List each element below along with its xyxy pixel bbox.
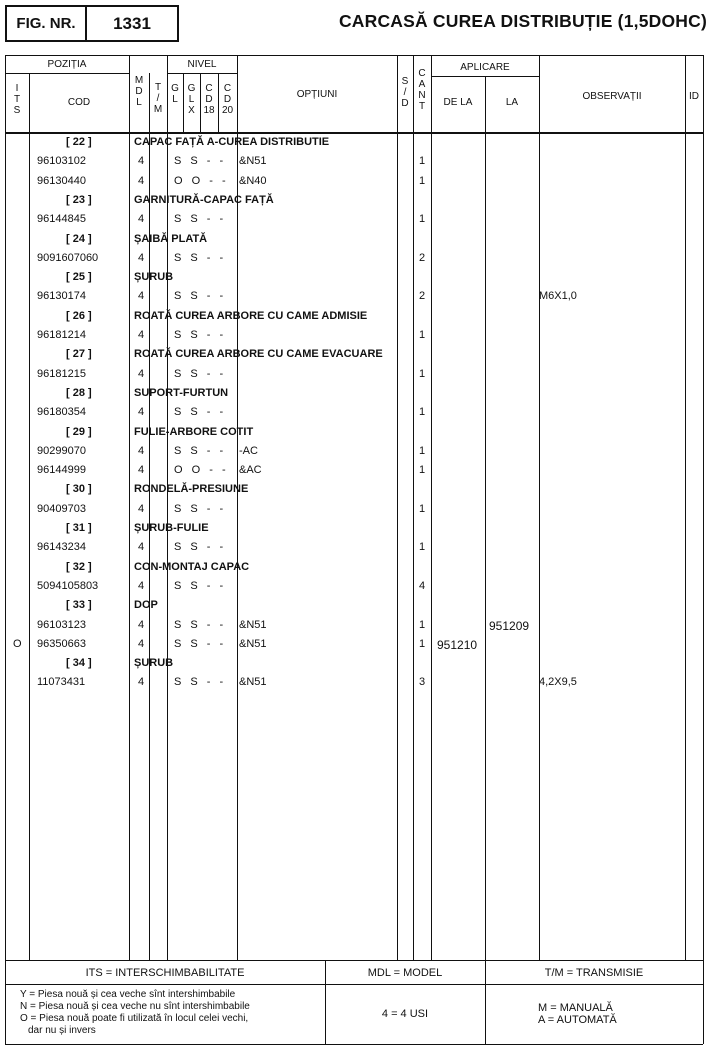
quantity-cell: 1 bbox=[419, 541, 426, 554]
part-group-name: CON-MONTAJ CAPAC bbox=[134, 560, 250, 573]
footer-tm-title: T/M = TRANSMISIE bbox=[544, 967, 644, 979]
figure-number: 1331 bbox=[113, 13, 151, 33]
part-group-name: RONDELĂ-PRESIUNE bbox=[134, 483, 249, 496]
header-nivel: NIVEL bbox=[187, 59, 217, 70]
part-code: 96144999 bbox=[37, 464, 86, 477]
options-cell: &N51 bbox=[239, 155, 267, 168]
options-cell: &N51 bbox=[239, 676, 267, 689]
part-row bbox=[0, 326, 707, 345]
group-header-row bbox=[0, 480, 707, 499]
table-top-border bbox=[5, 55, 703, 56]
part-code: 9091607060 bbox=[37, 251, 99, 264]
group-header-row bbox=[0, 230, 707, 249]
quantity-cell: 3 bbox=[419, 676, 426, 689]
part-code: 96350663 bbox=[37, 637, 86, 650]
nivel-cell: S S - - bbox=[174, 637, 227, 650]
group-header-row bbox=[0, 307, 707, 326]
part-group-name: CAPAC FAȚĂ A-CUREA DISTRIBUTIE bbox=[134, 136, 330, 148]
part-code: 96130174 bbox=[37, 290, 86, 303]
footer-mdl-title: MDL = MODEL bbox=[367, 967, 443, 979]
from-date-cell: 951210 bbox=[437, 637, 478, 652]
part-code: 90299070 bbox=[37, 444, 86, 457]
header-mdl: M D L bbox=[134, 75, 144, 108]
part-code: 90409703 bbox=[37, 502, 86, 515]
mdl-cell: 4 bbox=[138, 618, 145, 631]
position-number: [ 29 ] bbox=[66, 425, 92, 438]
nivel-cell: S S - - bbox=[174, 290, 227, 303]
mdl-cell: 4 bbox=[138, 251, 145, 264]
quantity-cell: 1 bbox=[419, 406, 426, 419]
mdl-cell: 4 bbox=[138, 444, 145, 457]
group-header-row bbox=[0, 384, 707, 403]
part-row bbox=[0, 365, 707, 384]
part-row bbox=[0, 210, 707, 229]
quantity-cell: 1 bbox=[419, 367, 426, 380]
quantity-cell: 1 bbox=[419, 637, 426, 650]
footer-mdl-value: 4 = 4 USI bbox=[381, 1008, 429, 1020]
group-header-row bbox=[0, 423, 707, 442]
part-code: 96103102 bbox=[37, 155, 86, 168]
part-group-name: ȘURUB bbox=[134, 657, 174, 670]
quantity-cell: 1 bbox=[419, 618, 426, 631]
quantity-cell: 1 bbox=[419, 213, 426, 226]
header-cant: C A N T bbox=[418, 68, 426, 112]
part-row bbox=[0, 249, 707, 268]
header-dela: DE LA bbox=[443, 97, 473, 108]
part-group-name: SUPORT-FURTUN bbox=[134, 386, 229, 399]
part-group-name: ȘAIBĂ PLATĂ bbox=[134, 232, 208, 245]
mdl-cell: 4 bbox=[138, 406, 145, 419]
part-group-name: ȘURUB bbox=[134, 271, 174, 284]
nivel-cell: S S - - bbox=[174, 329, 227, 341]
options-cell: &AC bbox=[239, 464, 262, 477]
footer-title-divider bbox=[5, 984, 703, 985]
part-code: 96103123 bbox=[37, 618, 86, 631]
options-cell: &N51 bbox=[239, 637, 267, 650]
figure-label: FIG. NR. bbox=[7, 7, 87, 40]
part-code: 96181214 bbox=[37, 329, 86, 341]
nivel-cell: O O - - bbox=[174, 464, 229, 477]
group-header-row bbox=[0, 268, 707, 287]
part-row bbox=[0, 635, 707, 654]
part-code: 96180354 bbox=[37, 406, 86, 419]
options-cell: -AC bbox=[239, 444, 258, 457]
quantity-cell: 4 bbox=[419, 579, 426, 592]
options-cell: &N40 bbox=[239, 174, 267, 187]
footer-top-border bbox=[5, 960, 703, 961]
footer-its-legend: Y = Piesa nouă și cea veche sînt intershimbabile N = Piesa nouă și cea veche nu sînt intershimbabile O = Piesa nouă poate fi utilizată în locul celei vechi, dar nu și invers bbox=[20, 989, 250, 1036]
part-row bbox=[0, 172, 707, 191]
mdl-cell: 4 bbox=[138, 464, 145, 477]
header-gl: G L bbox=[171, 83, 179, 105]
mdl-cell: 4 bbox=[138, 329, 145, 341]
nivel-cell: S S - - bbox=[174, 579, 227, 592]
part-code: 11073431 bbox=[37, 676, 86, 689]
part-row bbox=[0, 442, 707, 461]
part-row bbox=[0, 403, 707, 422]
position-number: [ 26 ] bbox=[66, 309, 92, 322]
mdl-cell: 4 bbox=[138, 174, 145, 187]
footer-tm-legend: M = MANUALĂ A = AUTOMATĂ bbox=[538, 1002, 617, 1026]
quantity-cell: 1 bbox=[419, 464, 426, 477]
pozitia-divider bbox=[5, 73, 129, 74]
part-group-name: ROATĂ CUREA ARBORE CU CAME EVACUARE bbox=[134, 348, 383, 361]
quantity-cell: 1 bbox=[419, 444, 426, 457]
header-id: ID bbox=[689, 91, 699, 102]
header-optiuni: OPȚIUNI bbox=[296, 89, 338, 100]
nivel-cell: S S - - bbox=[174, 406, 227, 419]
part-row bbox=[0, 287, 707, 306]
group-header-row bbox=[0, 558, 707, 577]
position-number: [ 30 ] bbox=[66, 483, 92, 496]
part-row bbox=[0, 152, 707, 171]
nivel-cell: S S - - bbox=[174, 444, 227, 457]
nivel-cell: S S - - bbox=[174, 155, 227, 168]
part-row bbox=[0, 461, 707, 480]
header-cd20: C D 20 bbox=[221, 83, 234, 116]
position-number: [ 28 ] bbox=[66, 386, 92, 399]
mdl-cell: 4 bbox=[138, 637, 145, 650]
options-cell: &N51 bbox=[239, 618, 267, 631]
mdl-cell: 4 bbox=[138, 367, 145, 380]
nivel-cell: S S - - bbox=[174, 251, 227, 264]
position-number: [ 27 ] bbox=[66, 348, 92, 361]
mdl-cell: 4 bbox=[138, 541, 145, 554]
quantity-cell: 2 bbox=[419, 290, 426, 303]
header-cd18: C D 18 bbox=[203, 83, 215, 116]
mdl-cell: 4 bbox=[138, 676, 145, 689]
part-group-name: FULIE-ARBORE COTIT bbox=[134, 425, 254, 438]
its-cell: O bbox=[13, 637, 22, 650]
nivel-cell: S S - - bbox=[174, 676, 227, 689]
mdl-cell: 4 bbox=[138, 155, 145, 168]
part-row bbox=[0, 673, 707, 692]
footer-its-title: ITS = INTERSCHIMBABILITATE bbox=[85, 967, 245, 979]
position-number: [ 31 ] bbox=[66, 522, 92, 534]
header-tm: T / M bbox=[153, 82, 163, 115]
header-aplicare: APLICARE bbox=[460, 62, 510, 73]
part-code: 96143234 bbox=[37, 541, 86, 554]
nivel-cell: S S - - bbox=[174, 541, 227, 554]
observations-cell: 4,2X9,5 bbox=[539, 676, 577, 689]
group-header-row bbox=[0, 191, 707, 210]
nivel-cell: S S - - bbox=[174, 502, 227, 515]
position-number: [ 23 ] bbox=[66, 193, 92, 206]
quantity-cell: 1 bbox=[419, 329, 426, 341]
mdl-cell: 4 bbox=[138, 502, 145, 515]
mdl-cell: 4 bbox=[138, 290, 145, 303]
part-group-name: ROATĂ CUREA ARBORE CU CAME ADMISIE bbox=[134, 309, 368, 322]
part-group-name: DOP bbox=[134, 599, 158, 612]
part-code: 5094105803 bbox=[37, 579, 99, 592]
mdl-cell: 4 bbox=[138, 579, 145, 592]
header-pozitia: POZIȚIA bbox=[47, 59, 87, 70]
part-row bbox=[0, 500, 707, 519]
nivel-cell: S S - - bbox=[174, 213, 227, 226]
group-header-row bbox=[0, 596, 707, 615]
group-header-row bbox=[0, 519, 707, 538]
mdl-cell: 4 bbox=[138, 213, 145, 226]
nivel-cell: O O - - bbox=[174, 174, 229, 187]
part-row bbox=[0, 577, 707, 596]
group-header-row bbox=[0, 654, 707, 673]
part-code: 96181215 bbox=[37, 367, 86, 380]
position-number: [ 24 ] bbox=[66, 232, 92, 245]
header-glx: G L X bbox=[187, 83, 196, 116]
nivel-cell: S S - - bbox=[174, 618, 227, 631]
quantity-cell: 1 bbox=[419, 155, 426, 168]
table-bottom-border bbox=[5, 1044, 703, 1045]
quantity-cell: 2 bbox=[419, 251, 426, 264]
position-number: [ 25 ] bbox=[66, 271, 92, 284]
group-header-row bbox=[0, 345, 707, 364]
header-its: I T S bbox=[13, 83, 21, 116]
group-header-row bbox=[0, 133, 707, 152]
header-la: LA bbox=[505, 97, 519, 108]
part-group-name: ȘURUB-FULIE bbox=[134, 522, 209, 534]
part-row bbox=[0, 538, 707, 557]
nivel-divider bbox=[167, 73, 237, 74]
position-number: [ 22 ] bbox=[66, 136, 92, 148]
header-observatii: OBSERVAȚII bbox=[582, 91, 642, 102]
quantity-cell: 1 bbox=[419, 174, 426, 187]
header-cod: COD bbox=[67, 97, 91, 108]
position-number: [ 32 ] bbox=[66, 560, 92, 573]
quantity-cell: 1 bbox=[419, 502, 426, 515]
part-code: 96144845 bbox=[37, 213, 86, 226]
page-title: CARCASĂ CUREA DISTRIBUȚIE (1,5DOHC) bbox=[338, 11, 707, 31]
to-date-cell: 951209 bbox=[489, 618, 530, 633]
position-number: [ 33 ] bbox=[66, 599, 92, 612]
nivel-cell: S S - - bbox=[174, 367, 227, 380]
part-row bbox=[0, 616, 707, 635]
figure-box bbox=[5, 5, 179, 42]
part-code: 96130440 bbox=[37, 174, 86, 187]
observations-cell: M6X1,0 bbox=[539, 290, 577, 303]
header-sd: S / D bbox=[401, 76, 409, 109]
part-group-name: GARNITURĂ-CAPAC FAȚĂ bbox=[134, 193, 274, 206]
position-number: [ 34 ] bbox=[66, 657, 92, 670]
